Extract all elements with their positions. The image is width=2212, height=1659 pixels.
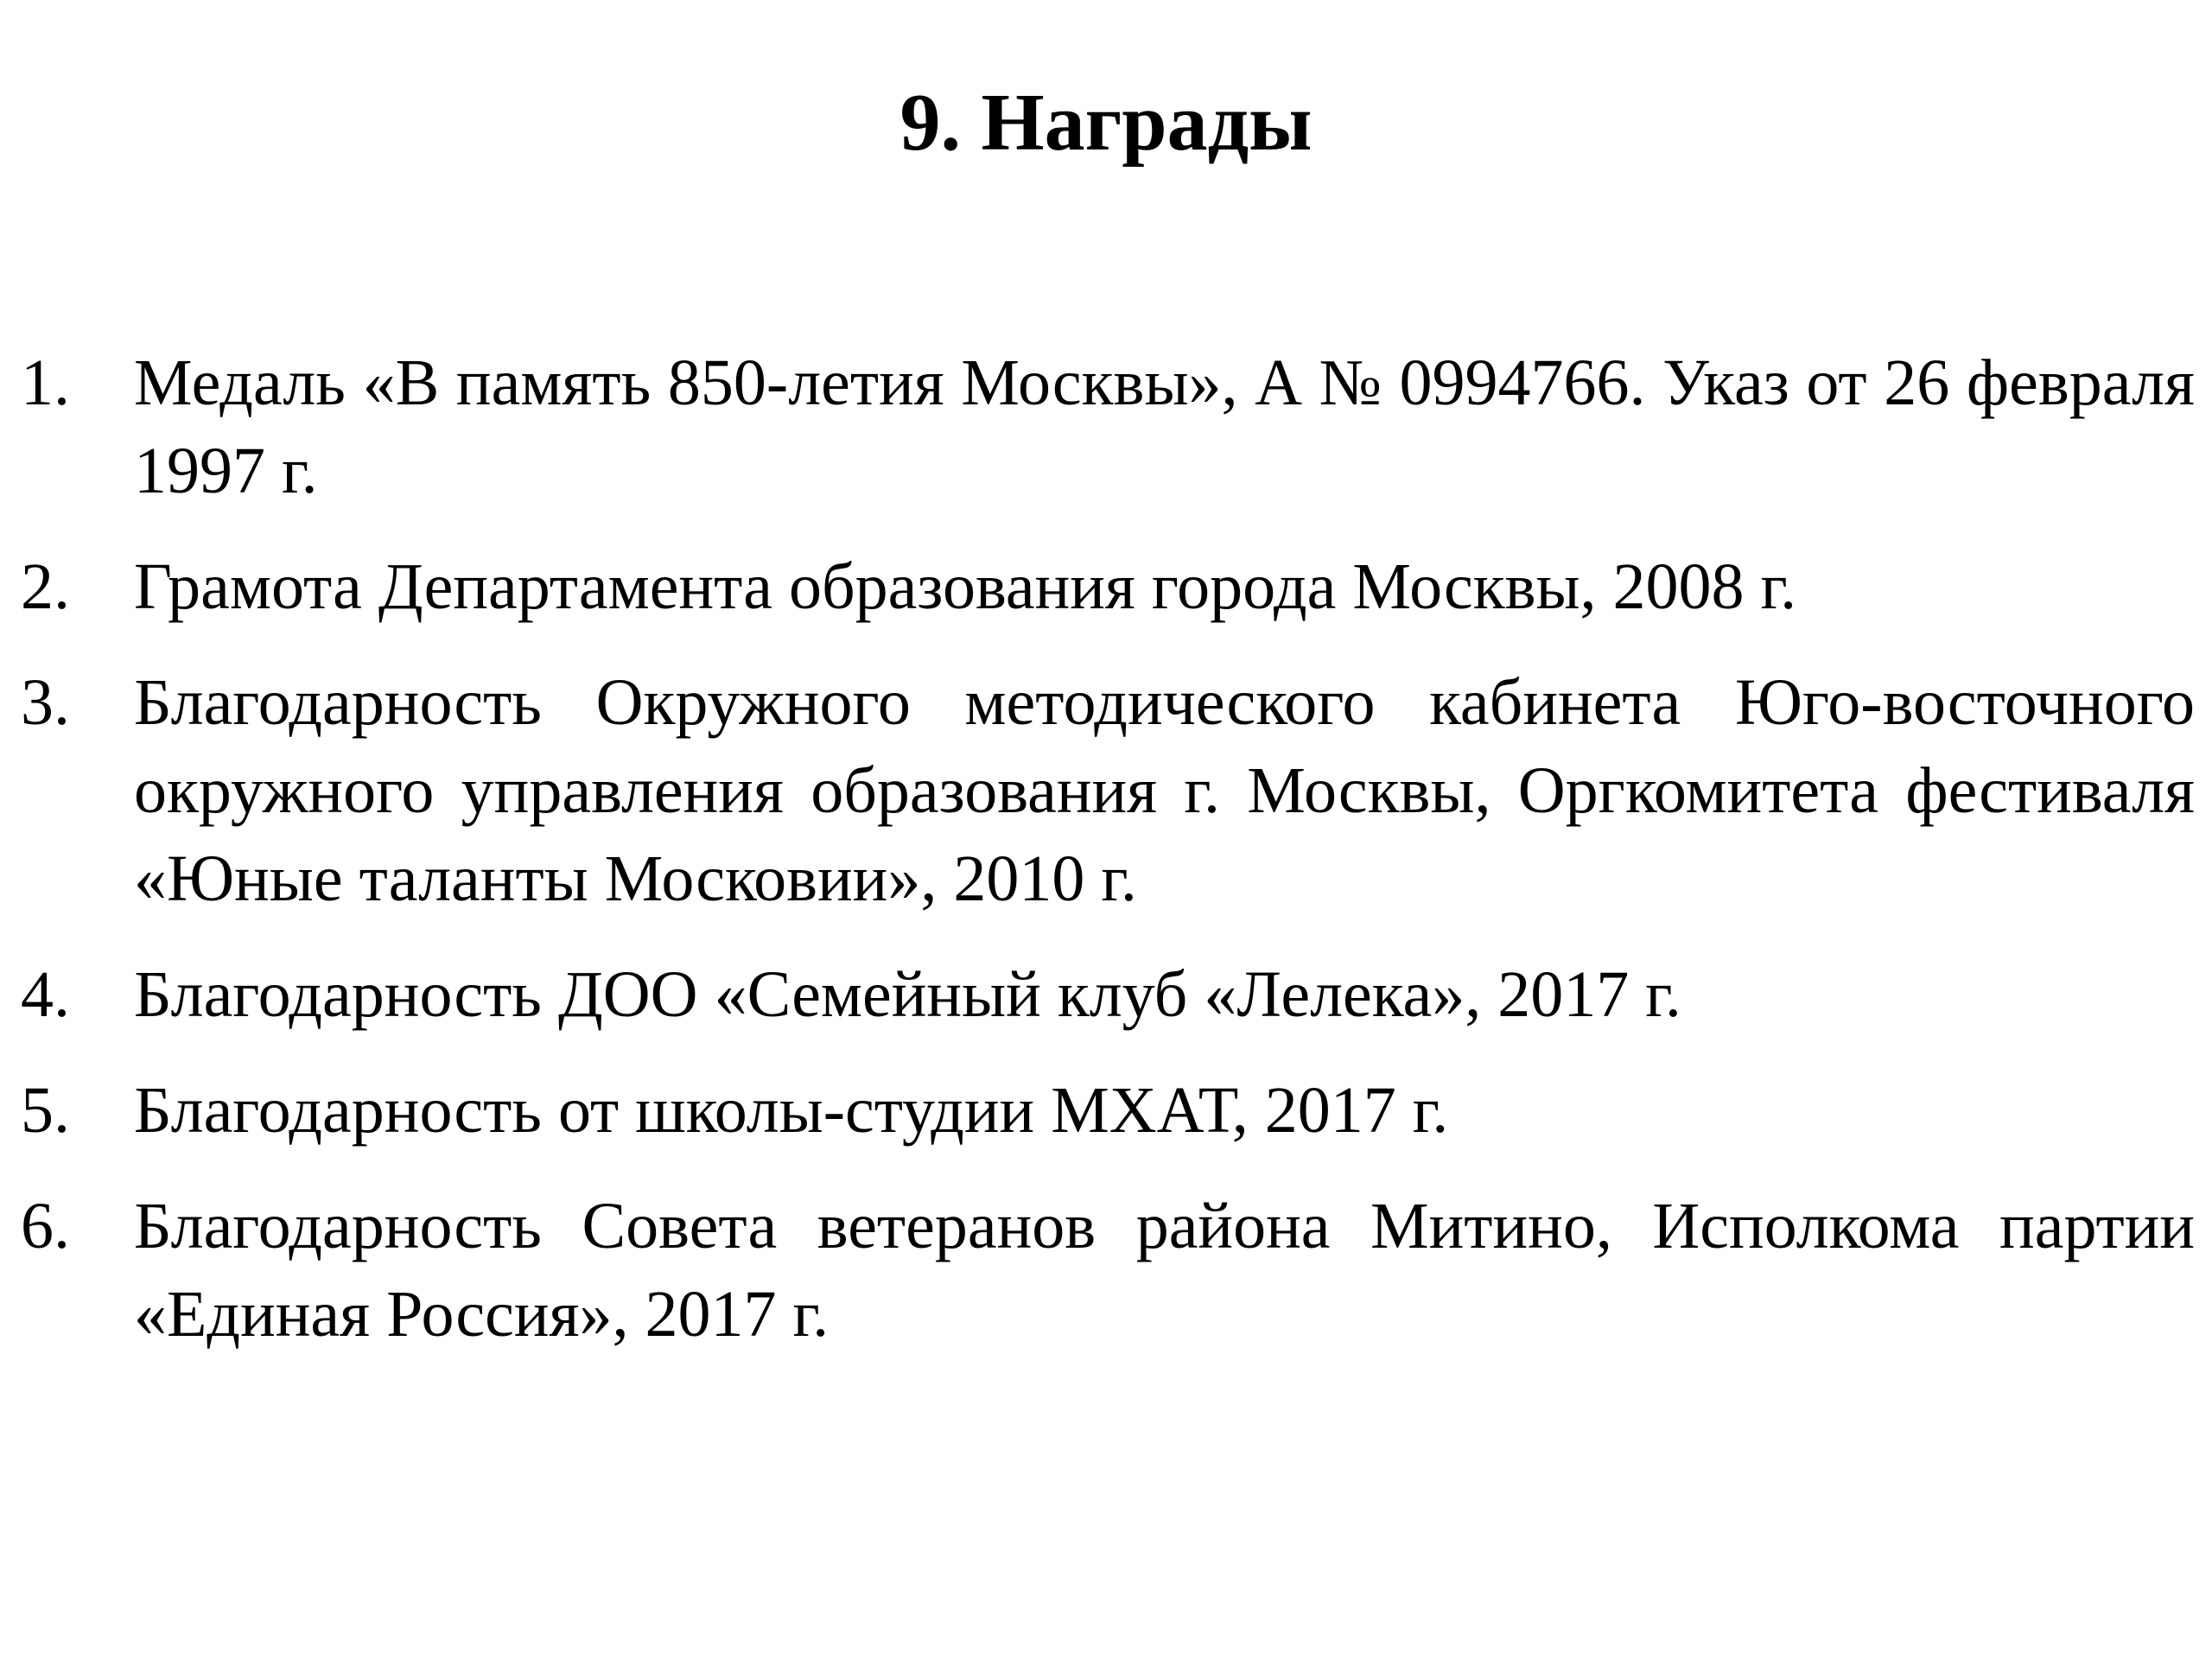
page-title: 9. Награды xyxy=(899,78,1313,168)
item-text: Грамота Департамента образования города Москвы, 2008 г. xyxy=(134,550,1797,623)
item-number: 5. xyxy=(21,1074,70,1147)
list-item xyxy=(0,543,2212,631)
item-text: Благодарность ДОО «Семейный клуб «Лелека», 2017 г. xyxy=(134,958,1681,1031)
item-number: 2. xyxy=(21,550,70,623)
item-text: Благодарность от школы-студии МХАТ, 2017 г. xyxy=(134,1074,1449,1147)
list-item xyxy=(0,658,2212,923)
item-number: 4. xyxy=(21,958,70,1031)
list-item xyxy=(0,1066,2212,1154)
list-item xyxy=(0,1182,2212,1358)
item-number: 1. xyxy=(21,346,70,419)
item-text: Благодарность Окружного методического кабинета Юго-восточного окружного управления образования г. Москвы, Оргкомитета фестиваля «Юные таланты Московии», 2010 г. xyxy=(134,666,2195,915)
list-item xyxy=(0,950,2212,1039)
item-text: Благодарность Совета ветеранов района Митино, Исполкома партии «Единая Россия», 2017 г. xyxy=(134,1190,2195,1351)
list-item xyxy=(0,339,2212,515)
awards-list xyxy=(0,339,2212,1386)
item-text: Медаль «В память 850-летия Москвы», А № 0994766. Указ от 26 февраля 1997 г. xyxy=(134,346,2195,507)
item-number: 6. xyxy=(21,1190,70,1262)
item-number: 3. xyxy=(21,666,70,739)
